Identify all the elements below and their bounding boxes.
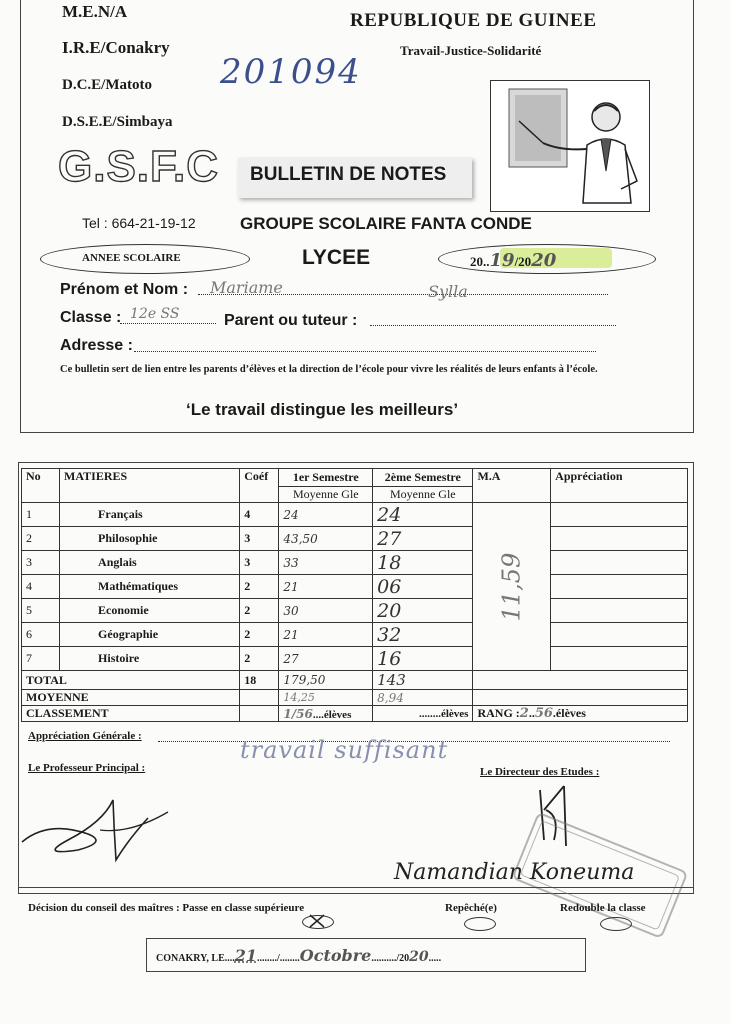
moyenne-s1: 14,25 — [279, 690, 373, 706]
row-s1: 30 — [279, 599, 373, 623]
row-s1: 24 — [279, 503, 373, 527]
date-day: 21 — [234, 946, 258, 965]
col-sem1: 1er Semestre — [279, 469, 373, 487]
ma-cell — [473, 503, 551, 671]
row-coef: 2 — [240, 599, 279, 623]
row-no: 5 — [22, 599, 60, 623]
row-no: 7 — [22, 647, 60, 671]
total-empty — [473, 671, 688, 690]
handwritten-number: 201094 — [220, 52, 362, 92]
row-s2: 20 — [373, 599, 473, 623]
school-name: GROUPE SCOLAIRE FANTA CONDE — [240, 214, 532, 233]
passe-checked-mark — [304, 912, 330, 930]
table-row — [22, 575, 688, 599]
row-coef: 3 — [240, 551, 279, 575]
year-start: 19 — [489, 250, 515, 271]
ire-label: I.R.E/Conakry — [62, 38, 170, 57]
repeche-label: Repêché(e) — [445, 902, 497, 914]
row-coef: 2 — [240, 575, 279, 599]
rang-cell: RANG :2..56.élèves — [473, 706, 688, 722]
row-s1: 27 — [279, 647, 373, 671]
year-prefix: 20 — [470, 254, 483, 269]
row-appreciation — [551, 623, 688, 647]
row-subject: Géographie — [60, 623, 240, 647]
table-row — [22, 599, 688, 623]
row-no: 4 — [22, 575, 60, 599]
date-year: 20 — [409, 949, 429, 965]
row-subject: Economie — [60, 599, 240, 623]
col-coef: Coéf — [240, 469, 279, 503]
republic-label: REPUBLIQUE DE GUINEE — [350, 10, 597, 31]
row-subject: Philosophie — [60, 527, 240, 551]
name-label: Prénom et Nom : — [60, 281, 189, 298]
row-no: 6 — [22, 623, 60, 647]
moyenne-s2: 8,94 — [373, 690, 473, 706]
motto-label: Travail-Justice-Solidarité — [400, 43, 542, 58]
address-dots — [134, 351, 596, 352]
row-s1: 43,50 — [279, 527, 373, 551]
repeche-checkbox[interactable] — [464, 917, 496, 931]
classement-s1: 1/56....élèves — [279, 706, 373, 722]
row-subject: Français — [60, 503, 240, 527]
row-coef: 2 — [240, 647, 279, 671]
directeur-name: Namandian Koneuma — [394, 860, 635, 885]
table-row — [22, 527, 688, 551]
classement-s1-value: 1/56 — [283, 706, 313, 721]
row-coef: 3 — [240, 527, 279, 551]
document-title: BULLETIN DE NOTES — [250, 164, 447, 185]
phone-label: Tel : 664-21-19-12 — [82, 215, 196, 231]
class-value: 12e SS — [130, 306, 180, 322]
last-name: Sylla — [428, 282, 468, 301]
year-end: 20 — [531, 250, 557, 271]
date-place: CONAKRY, LE — [156, 953, 225, 964]
row-s2: 32 — [373, 623, 473, 647]
classement-row — [22, 706, 688, 722]
parent-label: Parent ou tuteur : — [224, 312, 358, 329]
redouble-checkbox[interactable] — [600, 917, 632, 931]
year-mid: /20 — [514, 254, 532, 269]
row-appreciation — [551, 599, 688, 623]
rang-total: 56 — [534, 706, 553, 721]
row-no: 2 — [22, 527, 60, 551]
row-coef: 4 — [240, 503, 279, 527]
row-s1: 33 — [279, 551, 373, 575]
classement-s2: ........élèves — [373, 706, 473, 722]
annee-label: ANNEE SCOLAIRE — [82, 252, 181, 264]
school-logo: G.S.F.C — [58, 142, 220, 191]
row-appreciation — [551, 551, 688, 575]
school-year: 20..19/2020 — [470, 250, 557, 271]
ma-value: 11,59 — [497, 552, 526, 621]
col-no: No — [22, 469, 60, 503]
classement-s2-eleves: élèves — [440, 707, 469, 720]
bulletin-note: Ce bulletin sert de lien entre les parents d’élèves et la direction de l’école pour vivre les réalités de leurs enfants à l’école. — [60, 364, 598, 375]
dce-label: D.C.E/Matoto — [62, 77, 152, 93]
row-no: 1 — [22, 503, 60, 527]
prof-signature — [18, 790, 178, 870]
col-ma: M.A — [473, 469, 551, 503]
col-appreciation: Appréciation — [551, 469, 688, 503]
classement-coef — [240, 706, 279, 722]
moyenne-label: MOYENNE — [22, 690, 240, 706]
moyenne-row — [22, 690, 688, 706]
row-appreciation — [551, 647, 688, 671]
col-sem1-moy: Moyenne Gle — [279, 487, 373, 503]
decision-divider — [18, 887, 694, 888]
total-s2: 143 — [373, 671, 473, 690]
row-s2: 24 — [373, 503, 473, 527]
total-label: TOTAL — [22, 671, 240, 690]
table-row — [22, 503, 688, 527]
row-no: 3 — [22, 551, 60, 575]
slogan: ‘Le travail distingue les meilleurs’ — [186, 400, 459, 419]
rang-value: 2 — [519, 706, 529, 721]
col-sem2: 2ème Semestre — [373, 469, 473, 487]
col-sem2-moy: Moyenne Gle — [373, 487, 473, 503]
row-subject: Mathématiques — [60, 575, 240, 599]
row-coef: 2 — [240, 623, 279, 647]
classement-label: CLASSEMENT — [22, 706, 240, 722]
row-s1: 21 — [279, 623, 373, 647]
row-appreciation — [551, 503, 688, 527]
row-s1: 21 — [279, 575, 373, 599]
directeur-label: Le Directeur des Etudes : — [480, 766, 600, 778]
prof-principal-label: Le Professeur Principal : — [28, 762, 146, 774]
dsee-label: D.S.E.E/Simbaya — [62, 114, 173, 130]
class-dots — [120, 323, 216, 324]
moyenne-empty — [473, 690, 688, 706]
date-month: Octobre — [299, 946, 372, 965]
date-line: CONAKRY, LE....21......../........Octobre........../2020..... — [156, 946, 442, 965]
ministry-label: M.E.N/A — [62, 2, 128, 21]
row-appreciation — [551, 575, 688, 599]
row-subject: Anglais — [60, 551, 240, 575]
grades-table — [21, 468, 688, 722]
row-appreciation — [551, 527, 688, 551]
table-row — [22, 623, 688, 647]
parent-dots — [370, 325, 616, 326]
row-s2: 16 — [373, 647, 473, 671]
moyenne-coef — [240, 690, 279, 706]
rang-label: RANG : — [477, 706, 520, 720]
redouble-label: Redouble la classe — [560, 902, 646, 914]
row-s2: 18 — [373, 551, 473, 575]
row-s2: 06 — [373, 575, 473, 599]
total-s1: 179,50 — [279, 671, 373, 690]
address-label: Adresse : — [60, 337, 133, 354]
classement-s1-eleves: élèves — [323, 708, 352, 721]
decision-label: Décision du conseil des maîtres : Passe en classe supérieure — [28, 902, 305, 914]
class-label: Classe : — [60, 309, 122, 326]
date-year-prefix: 20 — [399, 953, 410, 964]
rang-eleves: .élèves — [552, 706, 586, 720]
row-subject: Histoire — [60, 647, 240, 671]
col-matieres: MATIERES — [60, 469, 240, 503]
row-s2: 27 — [373, 527, 473, 551]
appreciation-generale-value: travail suffisant — [240, 736, 449, 764]
lycee-label: LYCEE — [302, 246, 371, 269]
appreciation-generale-label: Appréciation Générale : — [28, 730, 142, 742]
table-row — [22, 647, 688, 671]
total-row — [22, 671, 688, 690]
teacher-illustration — [490, 80, 650, 212]
total-coef: 18 — [240, 671, 279, 690]
table-row — [22, 551, 688, 575]
first-name: Mariame — [210, 278, 283, 297]
